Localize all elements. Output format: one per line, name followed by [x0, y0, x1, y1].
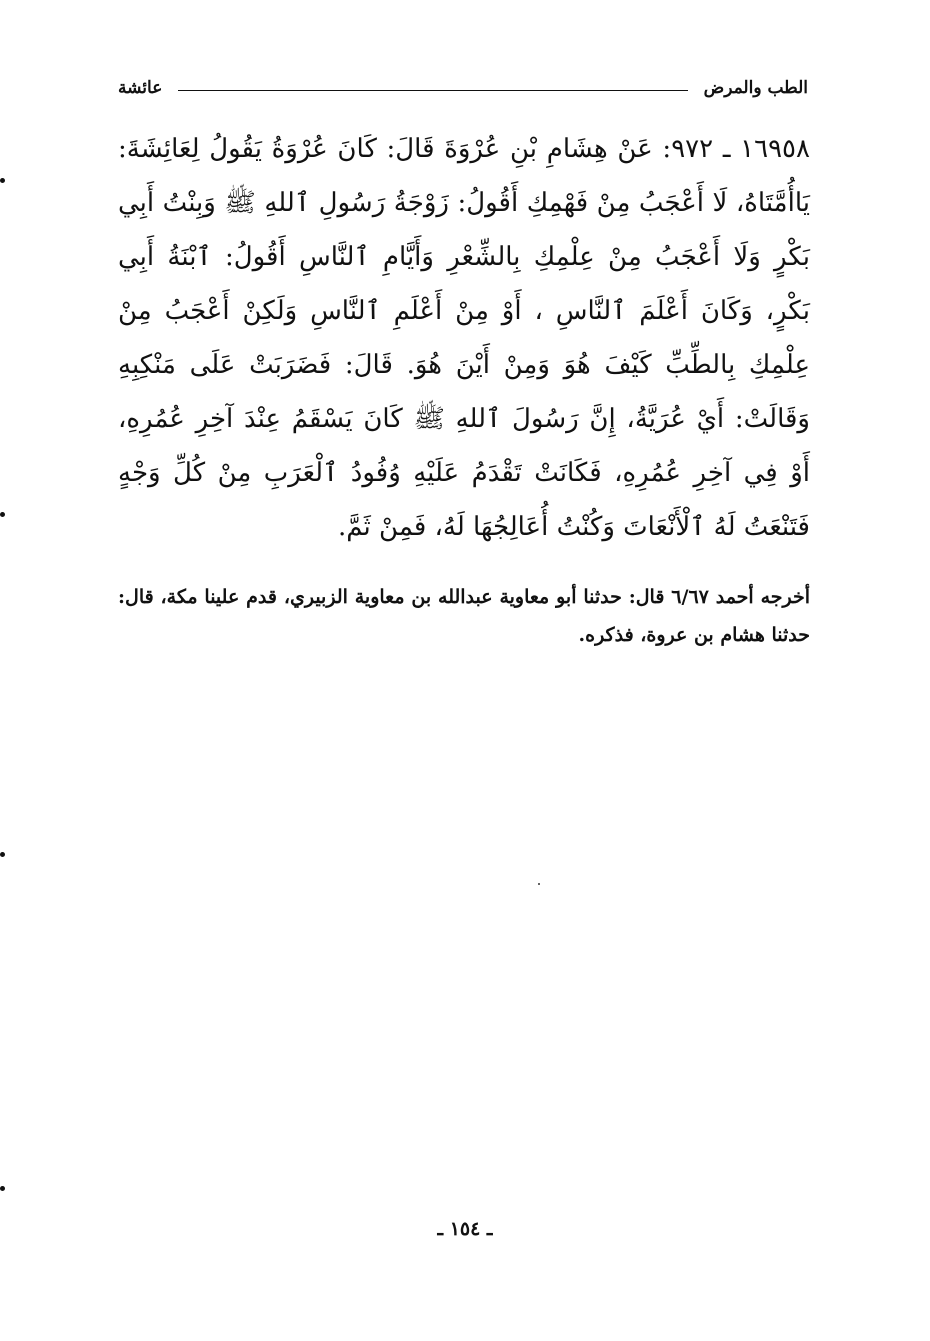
header-rule — [178, 90, 687, 91]
scan-speck — [538, 883, 540, 885]
book-title: الطب والمرض — [703, 78, 808, 98]
scan-mark — [0, 852, 5, 857]
running-header — [118, 76, 808, 100]
footnote-text: أخرجه أحمد ٦/٦٧ قال: حدثنا أبو معاوية عبدالله بن معاوية الزبيري، قدم علينا مكة، قال: حدثنا هشام بن عروة، فذكره. — [118, 586, 811, 646]
chapter-name: عائشة — [118, 78, 163, 98]
scan-mark — [0, 1186, 5, 1191]
hadith-block — [118, 122, 810, 554]
scan-mark — [0, 178, 5, 183]
page-number: ـ ١٥٤ ـ — [437, 1218, 493, 1240]
hadith-text: ١٦٩٥٨ ـ ٩٧٢: عَنْ هِشَامِ بْنِ عُرْوَةَ قَالَ: كَانَ عُرْوَةُ يَقُولُ لِعَائِشَةَ: يَاأُمَّتَاهُ، لَا أَعْجَبُ مِنْ فَهْمِكِ أَقُولُ: زَوْجَةُ رَسُولِ ٱللهِ ﷺ وَبِنْتُ أَبِي بَكْرٍ وَلَا أَعْجَبُ مِنْ عِلْمِكِ بِالشِّعْرِ وَأَيَّامِ ٱلنَّاسِ أَقُولُ: ٱبْنَةُ أَبِي بَكْرٍ، وَكَانَ أَعْلَمَ ٱلنَّاسِ ، أَوْ مِنْ أَعْلَمِ ٱلنَّاسِ وَلَكِنْ أَعْجَبُ مِنْ عِلْمِكِ بِالطِّبِّ كَيْفَ هُوَ وَمِنْ أَيْنَ هُوَ. قَالَ: فَضَرَبَتْ عَلَى مَنْكِبِهِ وَقَالَتْ: أَيْ عُرَيَّةُ، إِنَّ رَسُولَ ٱللهِ ﷺ كَانَ يَسْقَمُ عِنْدَ آخِرِ عُمُرِهِ، أَوْ فِي آخِرِ عُمُرِهِ، فَكَانَتْ تَقْدَمُ عَلَيْهِ وُفُودُ ٱلْعَرَبِ مِنْ كُلِّ وَجْهٍ فَتَنْعَتُ لَهُ ٱلْأَنْعَاتَ وَكُنْتُ أُعَالِجُهَا لَهُ، فَمِنْ ثَمَّ. — [118, 134, 810, 542]
scan-mark — [0, 512, 5, 517]
footnote — [118, 578, 810, 654]
